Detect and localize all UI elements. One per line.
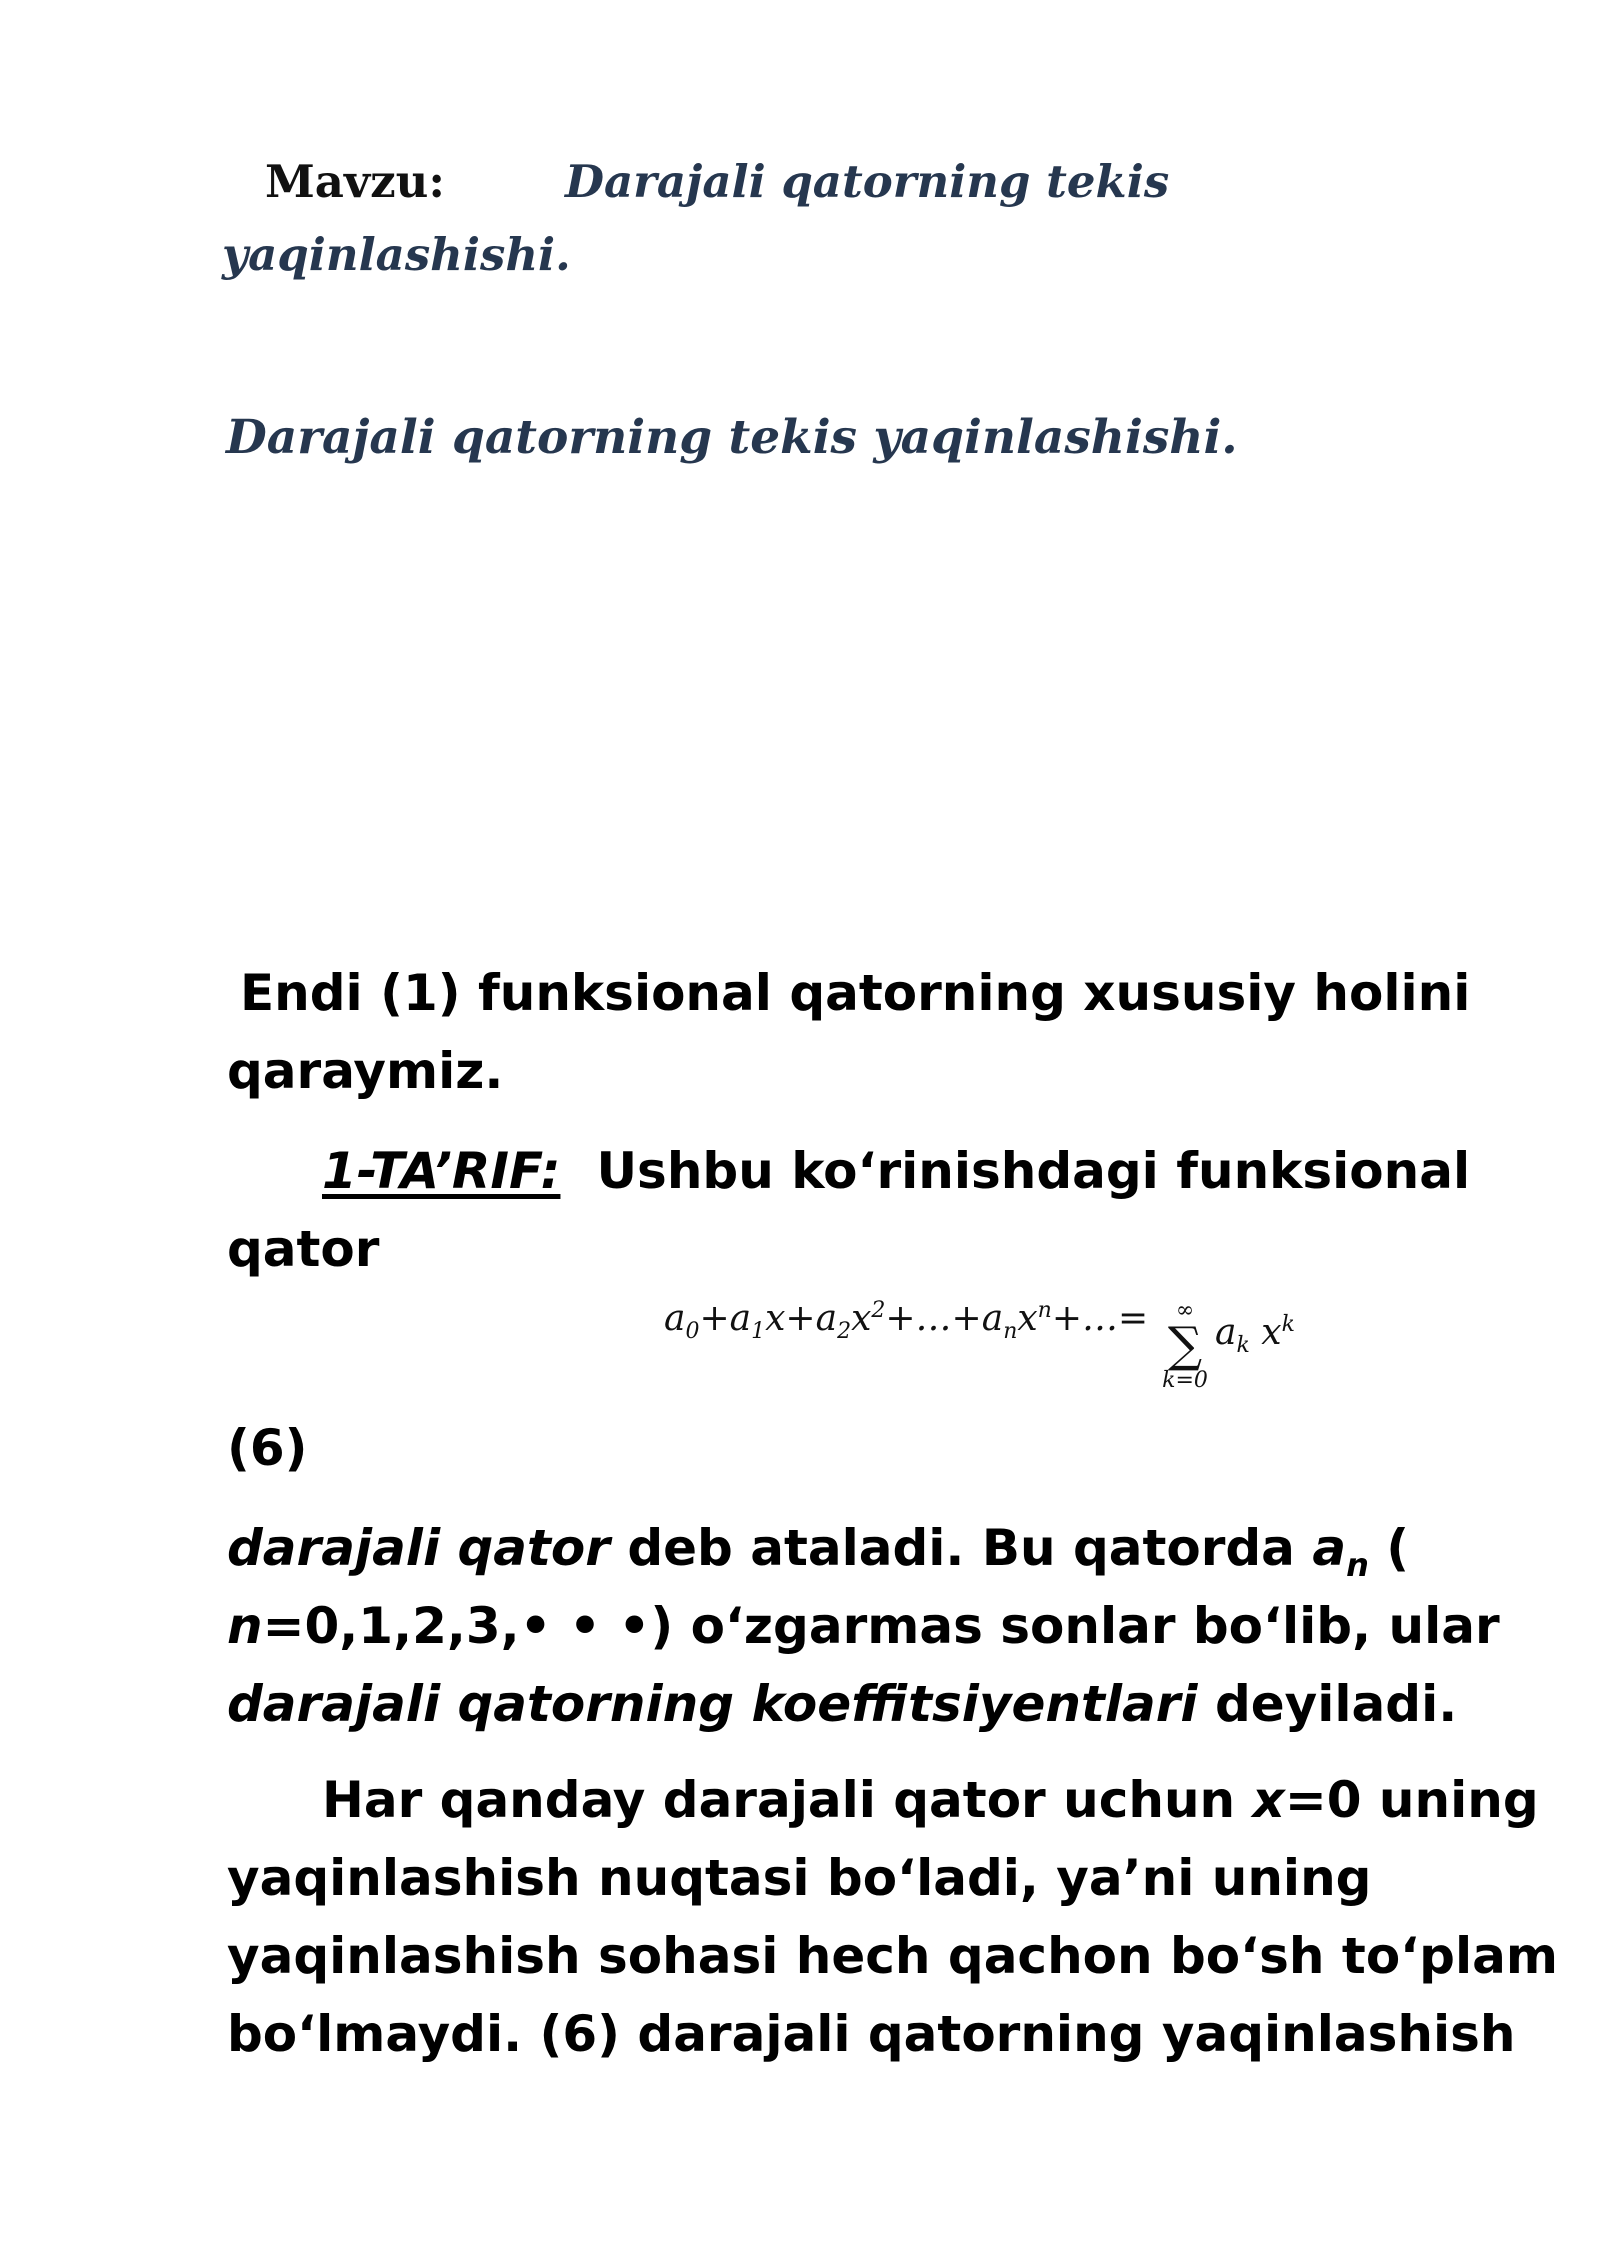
term-power-series: darajali qator xyxy=(227,1519,610,1577)
topic-title-continued: yaqinlashishi. xyxy=(222,228,571,281)
paragraph-2-line-1: darajali qator deb ataladi. Bu qatorda $a_n$ ( xyxy=(227,1519,1410,1584)
paragraph-1-line-1: Endi (1) funksional qatorning xususiy holini xyxy=(240,964,1471,1022)
paragraph-3-line-1: Har qanday darajali qator uchun x=0 uning xyxy=(322,1771,1539,1829)
summation-term: $a_k$ $x^k$ xyxy=(1215,1312,1295,1359)
sigma-icon: ∑ xyxy=(1167,1317,1203,1373)
sum-lower-limit: k=0 xyxy=(1162,1368,1208,1393)
paragraph-3-line-4: bo‘lmaydi. (6) darajali qatorning yaqinlashish xyxy=(227,2005,1516,2063)
paragraph-2-line-2: n=0,1,2,3,• • •) o‘zgarmas sonlar bo‘lib, ular xyxy=(227,1597,1500,1655)
paragraph-1-line-2: qaraymiz. xyxy=(227,1042,504,1100)
equation-number: (6) xyxy=(227,1419,308,1477)
definition-label: 1-TA’RIF: xyxy=(322,1142,561,1200)
sum-upper-limit: ∞ xyxy=(1175,1298,1195,1323)
definition-line-2: qator xyxy=(227,1220,380,1278)
paragraph-2-line-3: darajali qatorning koeffitsiyentlari deyiladi. xyxy=(227,1675,1458,1733)
section-heading: Darajali qatorning tekis yaqinlashishi. xyxy=(226,410,1238,465)
topic-line xyxy=(265,155,1169,208)
definition-text: Ushbu ko‘rinishdagi funksional xyxy=(596,1142,1471,1200)
definition-line-1 xyxy=(322,1133,1470,1209)
paragraph-3-line-2: yaqinlashish nuqtasi bo‘ladi, ya’ni uning xyxy=(227,1849,1372,1907)
topic-title: Darajali qatorning tekis xyxy=(565,155,1170,208)
summation-symbol xyxy=(1155,1300,1215,1394)
power-series-formula: $a_0+a_1x+a_2x^2+\dots+a_nx^n+\dots=$ xyxy=(664,1298,1149,1345)
topic-label: Mavzu: xyxy=(265,155,445,208)
term-coefficients: darajali qatorning koeffitsiyentlari xyxy=(227,1675,1198,1733)
paragraph-3-line-3: yaqinlashish sohasi hech qachon bo‘sh to‘plam xyxy=(227,1927,1558,1985)
